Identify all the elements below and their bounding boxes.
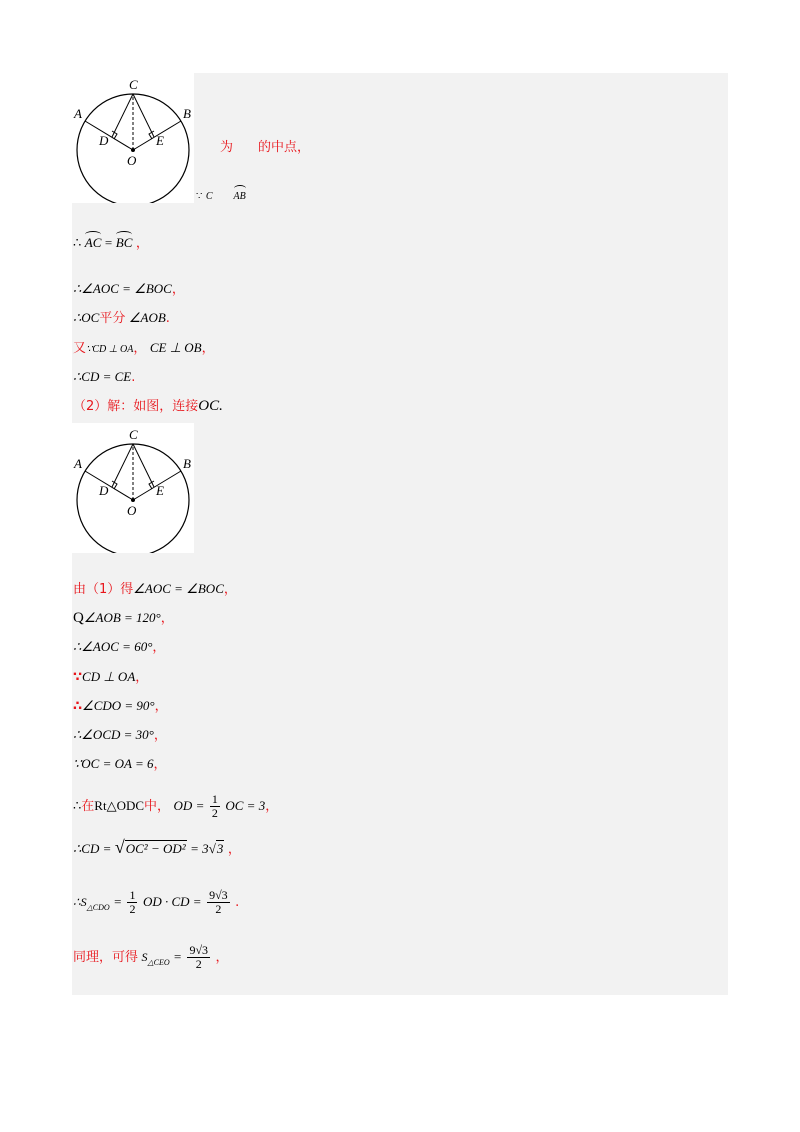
part2-line-5: ∴∠CDO = 90°，	[73, 698, 168, 714]
part2-line-1: 由（1）得∠AOC = ∠BOC，	[73, 581, 237, 597]
label-e: E	[156, 133, 164, 148]
part2-line-4: ∵CD ⊥ OA，	[73, 669, 149, 685]
part1-angle-equal-line: ∴∠AOC = ∠BOC，	[73, 281, 185, 297]
fraction-one-half: $\frac{1}{2}$	[211, 792, 218, 821]
part2-line-7: ∵OC = OA = 6，	[73, 756, 167, 772]
label-a: A	[74, 106, 82, 121]
sqrt-radicand: OC² − OD²	[125, 841, 186, 856]
arc-ab: AB	[234, 188, 246, 206]
label-d: D	[99, 133, 109, 148]
part2-heading: （2）解：如图，连接OC.	[73, 398, 223, 414]
part1-bisect-line: ∴OC平分 ∠AOB.	[73, 310, 170, 326]
part2-line-9: ∴CD = √OC² − OD² = 3√3 ，	[73, 837, 241, 857]
fraction-nine-root3-half-2: $\frac{9√3}{2}$	[189, 943, 209, 972]
part1-because-line: ∵ C AB	[196, 187, 246, 206]
part2-line-8: ∴在Rt△ODC中， OD = $\frac{1}{2}$ OC = 3，	[73, 792, 279, 821]
part2-line-10: $\therefore S_{\triangle CDO}$ = $\frac{1}{2}$ OD · CD = $\frac{9√3}{2}$ .	[73, 888, 240, 917]
part1-midpoint-text: 为 的中点，	[220, 140, 311, 155]
label-d-2: D	[99, 483, 109, 498]
part2-line-2: Q∠AOB = 120°，	[73, 610, 174, 626]
arc-ac: AC	[84, 235, 102, 250]
label-b: B	[183, 106, 191, 121]
label-a-2: A	[74, 456, 82, 471]
label-b-2: B	[183, 456, 191, 471]
label-o: O	[127, 153, 137, 168]
part2-line-6: ∴∠OCD = 30°，	[73, 727, 167, 743]
label-c-2: C	[129, 427, 138, 442]
fraction-nine-root3-half: $\frac{9√3}{2}$	[209, 888, 228, 917]
part2-line-3: ∴∠AOC = 60°，	[73, 639, 166, 655]
label-e-2: E	[156, 483, 164, 498]
fraction-one-half-2: $\frac{1}{2}$	[129, 888, 136, 917]
part1-conclusion-line: ∴CD = CE.	[73, 369, 136, 385]
circle-figure-1	[72, 73, 194, 203]
label-c: C	[129, 77, 138, 92]
part2-line-11: 同理，可得 $S_{\triangle CEO}$ = $\frac{9√3}{2}$ ，	[73, 943, 229, 972]
label-o-2: O	[127, 503, 137, 518]
arc-bc: BC	[115, 235, 133, 250]
circle-figure-2	[72, 423, 194, 553]
part1-arc-equal-line: ∴ AC = BC ，	[73, 235, 149, 251]
part1-perpendicular-line: 又∵CD ⊥ OA， CE ⊥ OB，	[73, 340, 215, 356]
